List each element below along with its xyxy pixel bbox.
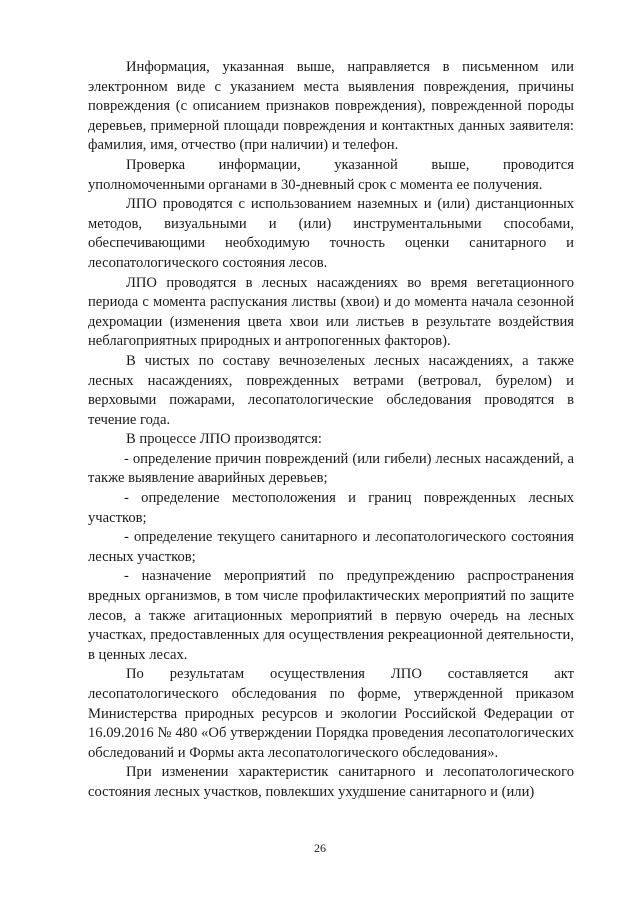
paragraph-evergreen: В чистых по составу вечнозеленых лесных насаждениях, а также лесных насаждениях, поврежденных ветрами (ветровал, бурелом) и верховыми пожарами, лесопатологические обследования проводятся в течение года.	[88, 352, 574, 428]
paragraph-season: ЛПО проводятся в лесных насаждениях во время вегетационного периода с момента распускания листвы (хвои) и до момента начала сезонной дехромации (изменения цвета хвои или листьев в результате воздействия неблагоприятных природных и антропогенных факторов).	[88, 274, 574, 350]
list-item: - определение местоположения и границ поврежденных лесных участков;	[88, 490, 574, 526]
body-text	[88, 58, 574, 803]
list-item: - определение текущего санитарного и лесопатологического состояния лесных участков;	[88, 529, 574, 565]
paragraph-act: По результатам осуществления ЛПО составляется акт лесопатологического обследования по форме, утвержденной приказом Министерства природных ресурсов и экологии Российской Федерации от 16.09.2016 № 480 «Об утверждении Порядка проведения лесопатологических обследований и Формы акта лесопатологического обследования».	[88, 666, 574, 761]
paragraph-verification: Проверка информации, указанной выше, проводится уполномоченными органами в 30-дневный срок с момента ее получения.	[88, 156, 574, 193]
list-item: - назначение мероприятий по предупреждению распространения вредных организмов, в том числе профилактических мероприятий по защите лесов, а также агитационных мероприятий в первую очередь на лесных участках, предоставленных для осуществления рекреационной деятельности, в ценных лесах.	[88, 568, 574, 663]
paragraph-procedures-intro: В процессе ЛПО производятся:	[126, 431, 322, 448]
paragraph-report-info: Информация, указанная выше, направляется в письменном или электронном виде с указанием места выявления повреждения, причины повреждения (с описанием признаков повреждения), поврежденной породы деревьев, примерной площади повреждения и контактных данных заявителя: фамилия, имя, отчество (при наличии) и телефон.	[88, 59, 574, 154]
paragraph-methods: ЛПО проводятся с использованием наземных и (или) дистанционных методов, визуальными и (или) инструментальными способами, обеспечивающими необходимую точность оценки санитарного и лесопатологического состояния лесов.	[88, 196, 574, 271]
list-item: - определение причин повреждений (или гибели) лесных насаждений, а также выявление аварийных деревьев;	[88, 450, 574, 487]
paragraph-changes: При изменении характеристик санитарного и лесопатологического состояния лесных участков, повлекших ухудшение санитарного и (или)	[88, 764, 574, 800]
page-number: 26	[314, 841, 326, 855]
